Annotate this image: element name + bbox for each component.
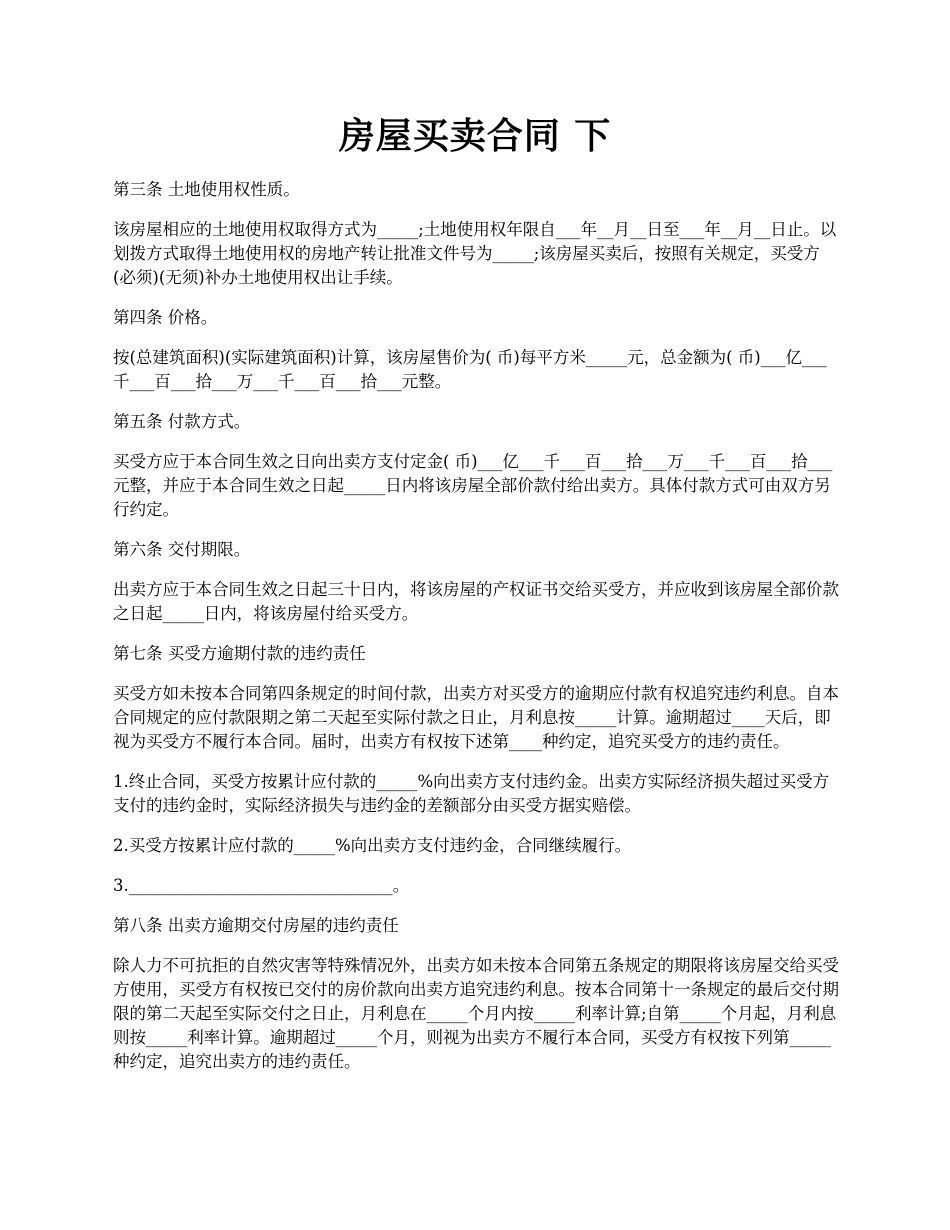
- document-body: [113, 178, 841, 1090]
- section-3-paragraph-1: 该房屋相应的土地使用权取得方式为_____;土地使用权年限自___年__月__日至___年__月__日止。以划拨方式取得土地使用权的房地产转让批准文件号为_____;该房屋买卖后，按照有关规定，买受方(必须)(无须)补办土地使用权出让手续。: [113, 220, 837, 287]
- section-7-paragraph-1: 买受方如未按本合同第四条规定的时间付款，出卖方对买受方的逾期应付款有权追究违约利息。自本合同规定的应付款限期之第二天起至实际付款之日止，月利息按_____计算。逾期超过____天后，即视为买受方不履行本合同。届时，出卖方有权按下述第____种约定，追究买受方的违约责任。: [113, 684, 839, 751]
- section-heading-3: 第三条 土地使用权性质。: [113, 180, 300, 199]
- section-8-paragraph-1: 除人力不可抗拒的自然灾害等特殊情况外，出卖方如未按本合同第五条规定的期限将该房屋交给买受方使用，买受方有权按已交付的房价款向出卖方追究违约利息。按本合同第十一条规定的最后交付期限的第二天起至实际交付之日止，月利息在_____个月内按_____利率计算;自第_____个月起，月利息则按_____利率计算。逾期超过_____个月，则视为出卖方不履行本合同，买受方有权按下列第_____种约定，追究出卖方的违约责任。: [113, 956, 839, 1071]
- section-heading-8: 第八条 出卖方逾期交付房屋的违约责任: [113, 916, 399, 935]
- section-7-clause-2: 2.买受方按累计应付款的_____%向出卖方支付违约金，合同继续履行。: [113, 836, 632, 855]
- section-heading-6: 第六条 交付期限。: [113, 540, 251, 559]
- section-6-paragraph-1: 出卖方应于本合同生效之日起三十日内，将该房屋的产权证书交给买受方，并应收到该房屋全部价款之日起_____日内，将该房屋付给买受方。: [113, 580, 839, 623]
- document-title: 房屋买卖合同 下: [338, 115, 612, 157]
- section-7-clause-1: 1.终止合同，买受方按累计应付款的_____%向出卖方支付违约金。出卖方实际经济损失超过买受方支付的违约金时，实际经济损失与违约金的差额部分由买受方据实赔偿。: [113, 772, 830, 815]
- section-5-paragraph-1: 买受方应于本合同生效之日向出卖方支付定金( 币)___亿___千___百___拾___万___千___百___拾___元整，并应于本合同生效之日起_____日内将该房屋全部价款付给出卖方。具体付款方式可由双方另行约定。: [113, 452, 833, 519]
- section-heading-5: 第五条 付款方式。: [113, 412, 251, 431]
- section-4-paragraph-1: 按(总建筑面积)(实际建筑面积)计算，该房屋售价为( 币)每平方米_____元，总金额为( 币)___亿___千___百___拾___万___千___百___拾___元整。: [113, 348, 827, 391]
- section-heading-4: 第四条 价格。: [113, 308, 218, 327]
- section-7-clause-3: 3.________________________________。: [113, 876, 410, 895]
- section-heading-7: 第七条 买受方逾期付款的违约责任: [113, 644, 366, 663]
